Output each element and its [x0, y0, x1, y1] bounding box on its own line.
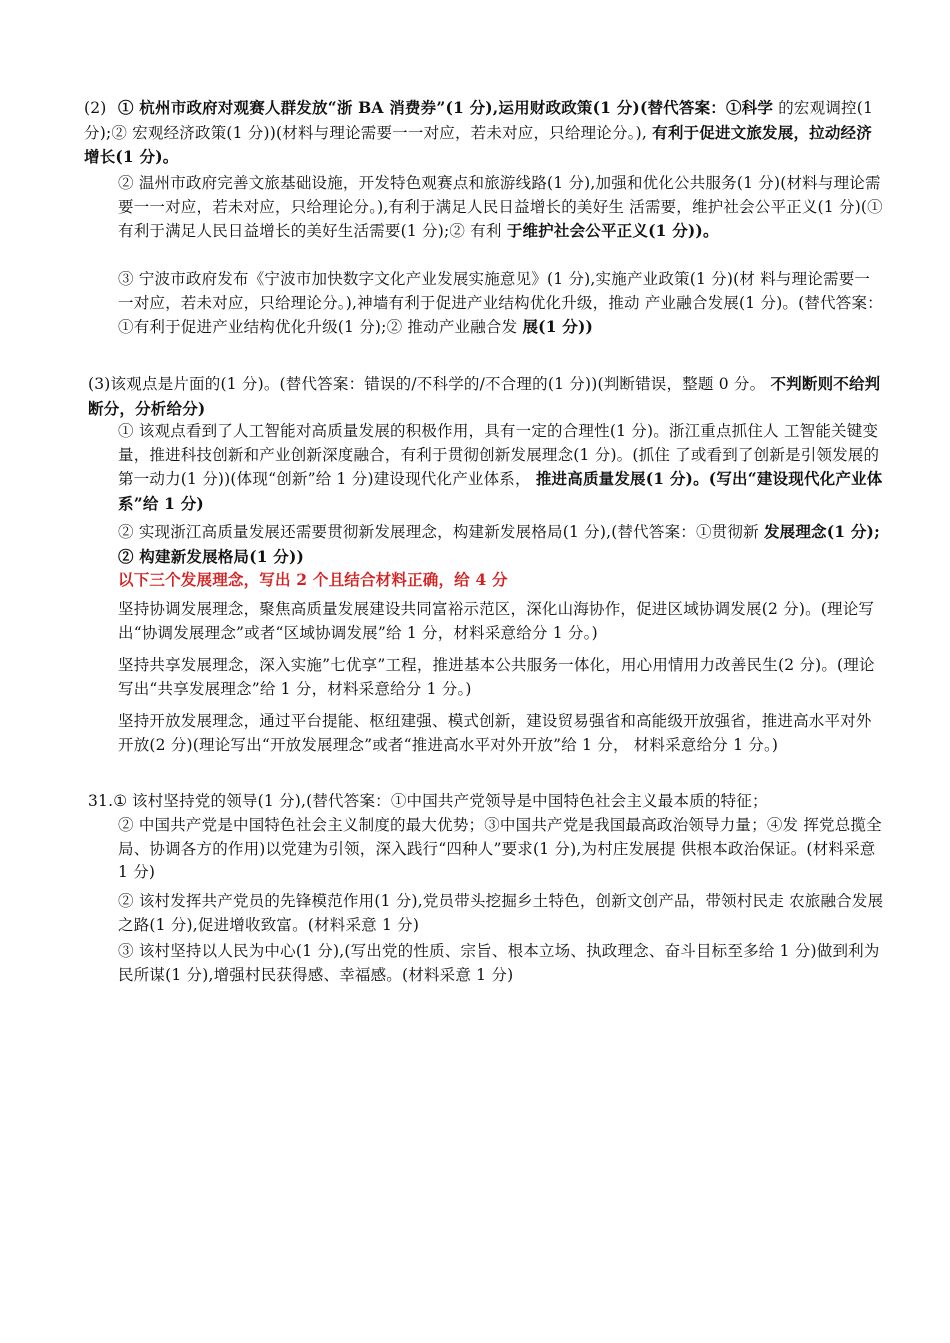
- q30-2-label: (2): [84, 99, 107, 117]
- q30-2-paragraph-2: [118, 172, 884, 244]
- q31-paragraph-3: [118, 890, 884, 937]
- q30-3-p2-bold: 发展理念(1 分);② 构建新发展格局(1 分)): [118, 522, 881, 566]
- q31-label: 31.①: [88, 792, 128, 810]
- q30-2-p2-text: ② 温州市政府完善文旅基础设施，开发特色观赛点和旅游线路(1 分),加强和优化公共服务(1 分)(材料与理论需要一一对应，若未对应，只给理论分。),有利于满足人民日益增长的美好生 活需要，维护社会公平正义(1 分)(① 有利于满足人民日益增长的美好生活需要(1 分);② 有利: [118, 174, 883, 240]
- q30-2-p1-bold-start: ① 杭州市政府对观赛人群发放“浙 BA 消费券”(1 分),运用财政政策(1 分)(替代答案：①科学: [118, 98, 774, 117]
- q30-3-paragraph-4: [118, 654, 884, 701]
- q31-p3-text: ② 该村发挥共产党员的先锋模范作用(1 分),党员带头挖掘乡土特色，创新文创产品，带领村民走 农旅融合发展之路(1 分),促进增收致富。(材料采意 1 分): [118, 892, 884, 934]
- q30-3-paragraph-3: [118, 598, 884, 645]
- q30-2-p3-text: ③ 宁波市政府发布《宁波市加快数字文化产业发展实施意见》(1 分),实施产业政策(1 分)(材 料与理论需要一一对应，若未对应，只给理论分。),神墙有利于促进产业结构优化升级，推动 产业融合发展(1 分)。(替代答案：①有利于促进产业结构优化升级(1 分);② 推动产业融合发: [118, 270, 883, 336]
- q30-3-p1-bold: 推进高质量发展(1 分)。(写出“建设现代化产业体系”给 1 分): [118, 469, 883, 513]
- q31-p2-text: ② 中国共产党是中国特色社会主义制度的最大优势；③中国共产党是我国最高政治领导力量；④发 挥党总揽全局、协调各方的作用)以党建为引领，深入践行“四种人”要求(1 分),为村庄发展提 供根本政治保证。(材料采意 1 分): [118, 816, 882, 881]
- q30-2-paragraph-1: [84, 96, 884, 170]
- q31-paragraph-4: [118, 940, 884, 987]
- q31-p1-text: 该村坚持党的领导(1 分),(替代答案：①中国共产党领导是中国特色社会主义最本质的特征；: [132, 792, 768, 810]
- q30-3-p5-text: 坚持开放发展理念，通过平台提能、枢纽建强、模式创新，建设贸易强省和高能级开放强省，推进高水平对外开放(2 分)(理论写出“开放发展理念”或者“推进高水平对外开放”给 1 分， 材料采意给分 1 分。): [118, 712, 872, 754]
- q31-p4-text: ③ 该村坚持以人民为中心(1 分),(写出党的性质、宗旨、根本立场、执政理念、奋斗目标至多给 1 分)做到利为民所谋(1 分),增强村民获得感、幸福感。(材料采意 1 分): [118, 942, 880, 984]
- q30-3-p3-text: 坚持协调发展理念，聚焦高质量发展建设共同富裕示范区，深化山海协作，促进区域协调发展(2 分)。(理论写出“协调发展理念”或者“区域协调发展”给 1 分，材料采意给分 1 分。): [118, 600, 875, 642]
- q30-3-paragraph-1: [118, 420, 884, 516]
- q30-3-p1-text: ① 该观点看到了人工智能对高质量发展的积极作用，具有一定的合理性(1 分)。浙江重点抓住人 工智能关键变量，推进科技创新和产业创新深度融合，有利于贯彻创新发展理念(1 分)。(抓住 了或看到了创新是引领发展的第一动力(1 分))(体现“创新”给 1 分)建设现代化产业体系，: [118, 422, 880, 488]
- q31-paragraph-2: [118, 814, 884, 885]
- q30-2-paragraph-3: [118, 268, 884, 340]
- q30-2-p3-bold: 展(1 分)): [522, 317, 594, 336]
- q30-2-p1-bold-end: 有利于促进文旅发展，拉动经济增长(1 分)。: [84, 122, 872, 166]
- q30-3-intro: [88, 372, 884, 421]
- q30-3-intro-bold: 不判断则不给判断分，分析给分): [88, 374, 881, 418]
- q30-2-p1-text: 的宏观调控(1 分);② 宏观经济政策(1 分))(材料与理论需要一一对应，若未对应，只给理论分。),: [84, 99, 874, 142]
- q30-3-p2-text: ② 实现浙江高质量发展还需要贯彻新发展理念，构建新发展格局(1 分),(替代答案：①贯彻新: [118, 523, 759, 541]
- q30-3-p4-text: 坚持共享发展理念，深入实施”七优享”工程，推进基本公共服务一体化，用心用情用力改善民生(2 分)。(理论写出“共享发展理念”给 1 分，材料采意给分 1 分。): [118, 656, 875, 698]
- q30-3-intro-text: (3)该观点是片面的(1 分)。(替代答案：错误的/不科学的/不合理的(1 分))(判断错误，整题 0 分。: [88, 375, 766, 393]
- q30-3-paragraph-2: [118, 520, 884, 569]
- q30-3-paragraph-5: [118, 710, 884, 757]
- q30-3-red-note: 以下三个发展理念，写出 2 个且结合材料正确，给 4 分: [118, 570, 508, 589]
- q31-paragraph-1: [88, 790, 884, 814]
- q30-2-p2-bold: 于维护社会公平正义(1 分))。: [506, 221, 719, 240]
